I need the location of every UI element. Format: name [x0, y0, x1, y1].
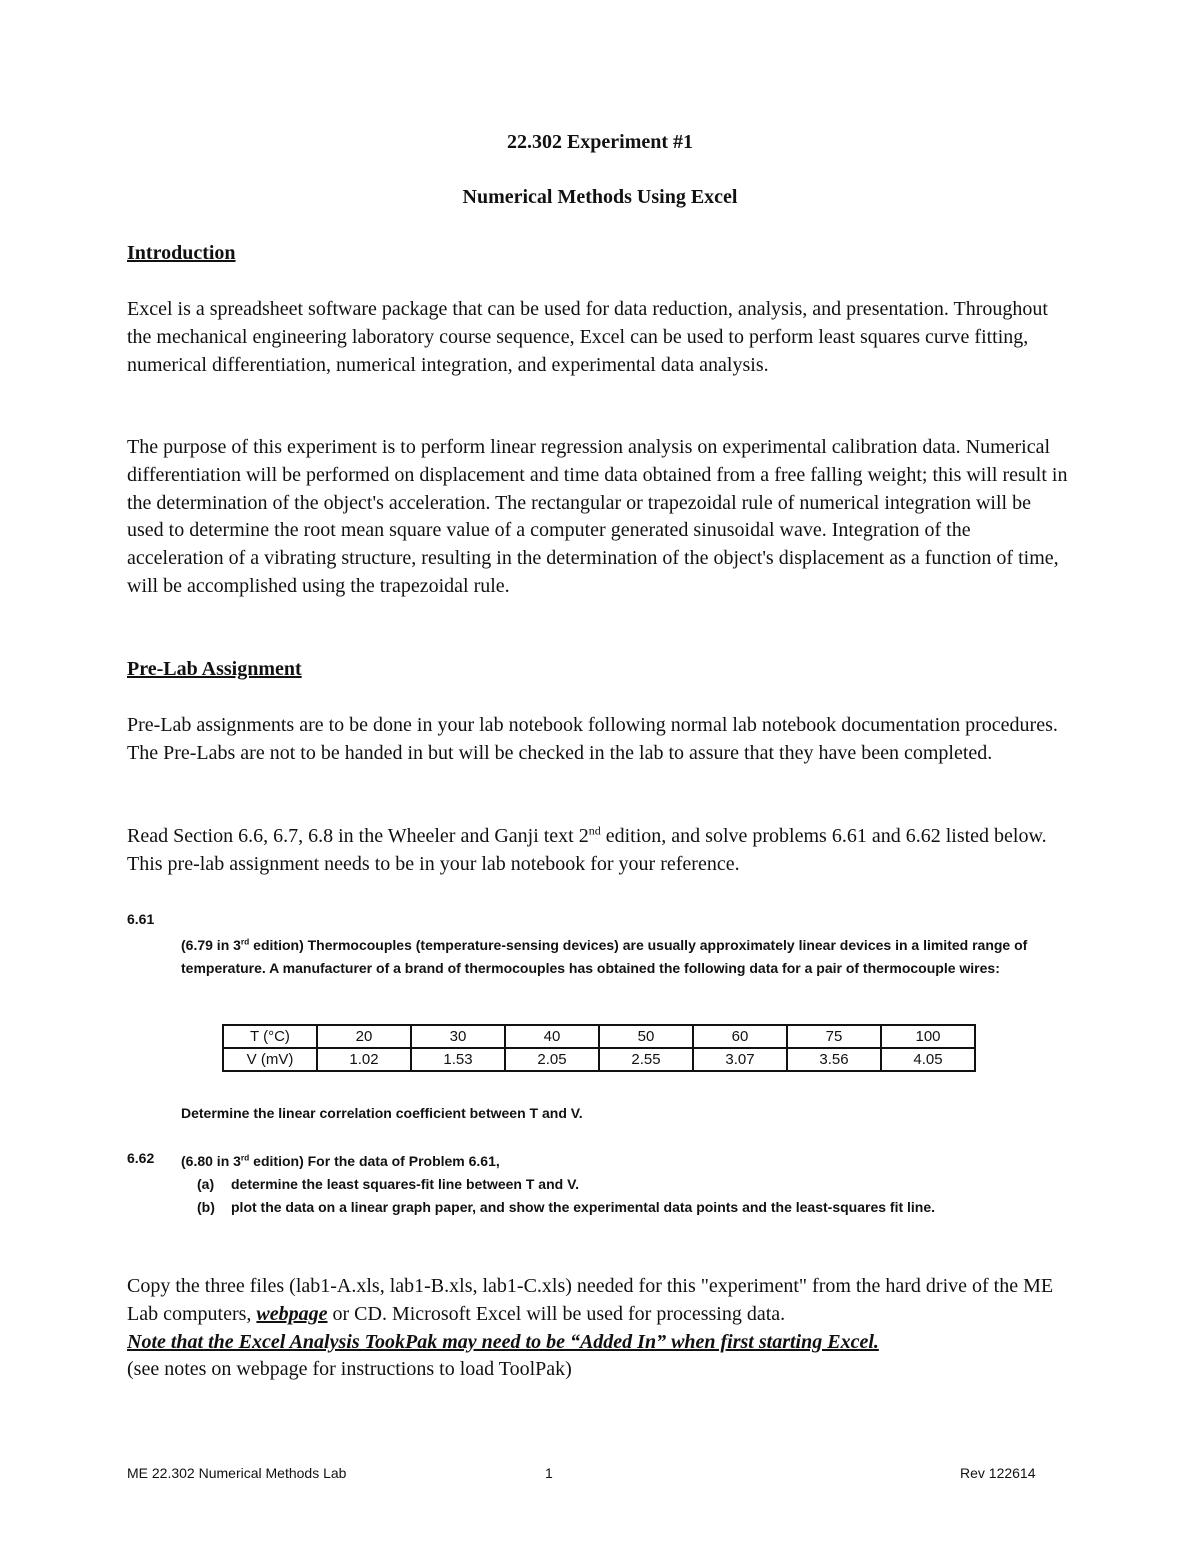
- problem-662-item-b: [197, 1196, 935, 1219]
- prelab-heading: Pre-Lab Assignment: [127, 658, 302, 680]
- problem-662-item-a: [197, 1173, 579, 1196]
- table-cell: 3.56: [787, 1048, 881, 1071]
- closing-paragraph: [127, 1273, 1077, 1384]
- table-cell: 2.55: [599, 1048, 693, 1071]
- footer-revision: Rev 122614: [960, 1465, 1036, 1481]
- closing-text-1: Copy the three files (lab1-A.xls, lab1-B.xls, lab1-C.xls) needed for this "experiment" from the hard drive of the ME Lab computers,: [127, 1275, 1054, 1325]
- footer-page-number: 1: [545, 1465, 553, 1481]
- table-cell: 1.02: [317, 1048, 411, 1071]
- table-row: [223, 1048, 975, 1071]
- toolpak-note: Note that the Excel Analysis TookPak may need to be “Added In” when first starting Excel.: [127, 1330, 879, 1353]
- problem-661-superscript: rd: [240, 936, 250, 947]
- problem-662-text: [181, 1150, 500, 1173]
- introduction-heading: Introduction: [127, 242, 236, 264]
- problem-662-superscript: rd: [240, 1152, 250, 1163]
- table-cell: 2.05: [505, 1048, 599, 1071]
- table-row: [223, 1025, 975, 1048]
- problem-662-text-b: edition) For the data of Problem 6.61,: [249, 1153, 500, 1169]
- table-row-label: T (°C): [223, 1025, 317, 1048]
- table-cell: 4.05: [881, 1048, 975, 1071]
- prelab-paragraph-2: [127, 823, 1072, 879]
- table-cell: 100: [881, 1025, 975, 1048]
- problem-662-number: 6.62: [127, 1150, 155, 1166]
- problem-662-text-a: (6.80 in 3: [181, 1153, 241, 1169]
- introduction-paragraph-2: The purpose of this experiment is to perform linear regression analysis on experimental calibration data. Numerical differentiation will be performed on displacement and time data obtained from a free falling weight; this will result in the determination of the object's acceleration. The rectangular or trapezoidal rule of numerical integration will be used to determine the root mean square value of a computer generated sinusoidal wave. Integration of the acceleration of a vibrating structure, resulting in the determination of the object's displacement as a function of time, will be accomplished using the trapezoidal rule.: [127, 436, 1068, 597]
- table-cell: 60: [693, 1025, 787, 1048]
- table-cell: 30: [411, 1025, 505, 1048]
- document-subtitle: Numerical Methods Using Excel: [462, 186, 738, 208]
- thermocouple-data-table: [222, 1024, 976, 1072]
- problem-661-text: [181, 934, 1071, 980]
- problem-661-text-a: (6.79 in 3: [181, 937, 241, 953]
- table-cell: 1.53: [411, 1048, 505, 1071]
- item-b-text: plot the data on a linear graph paper, and show the experimental data points and the least-squares fit line.: [231, 1199, 936, 1215]
- introduction-paragraph-1: Excel is a spreadsheet software package that can be used for data reduction, analysis, and presentation. Throughout the mechanical engineering laboratory course sequence, Excel can be used to perform least squares curve fitting, numerical differentiation, numerical integration, and experimental data analysis.: [127, 298, 1048, 376]
- table-cell: 3.07: [693, 1048, 787, 1071]
- closing-tail: (see notes on webpage for instructions to load ToolPak): [127, 1358, 572, 1381]
- document-title: 22.302 Experiment #1: [506, 131, 694, 153]
- prelab-p2-superscript: nd: [588, 823, 601, 838]
- closing-text-2: or CD. Microsoft Excel will be used for processing data.: [327, 1302, 786, 1325]
- table-row-label: V (mV): [223, 1048, 317, 1071]
- item-a-text: determine the least squares-fit line between T and V.: [231, 1176, 580, 1192]
- table-cell: 50: [599, 1025, 693, 1048]
- table-cell: 75: [787, 1025, 881, 1048]
- prelab-p2-text-b: edition, and solve problems 6.61 and 6.62 listed below. This pre-lab assignment needs to be in your lab notebook for your reference.: [127, 825, 1047, 875]
- table-cell: 40: [505, 1025, 599, 1048]
- problem-661-number: 6.61: [127, 911, 155, 927]
- footer-left: ME 22.302 Numerical Methods Lab: [127, 1465, 347, 1481]
- problem-661-text-b: edition) Thermocouples (temperature-sensing devices) are usually approximately linear devices in a limited range of temperature. A manufacturer of a brand of thermocouples has obtained the following data for a pair of thermocouple wires:: [181, 937, 1028, 976]
- prelab-paragraph-1: Pre-Lab assignments are to be done in your lab notebook following normal lab notebook documentation procedures. The Pre-Labs are not to be handed in but will be checked in the lab to assure that they have been completed.: [127, 714, 1058, 764]
- prelab-p2-text-a: Read Section 6.6, 6.7, 6.8 in the Wheeler and Ganji text 2: [127, 825, 589, 847]
- item-a-marker: (a): [197, 1176, 215, 1192]
- webpage-link[interactable]: webpage: [256, 1302, 328, 1325]
- item-b-marker: (b): [197, 1199, 215, 1215]
- table-cell: 20: [317, 1025, 411, 1048]
- problem-661-question: Determine the linear correlation coefficient between T and V.: [181, 1105, 583, 1121]
